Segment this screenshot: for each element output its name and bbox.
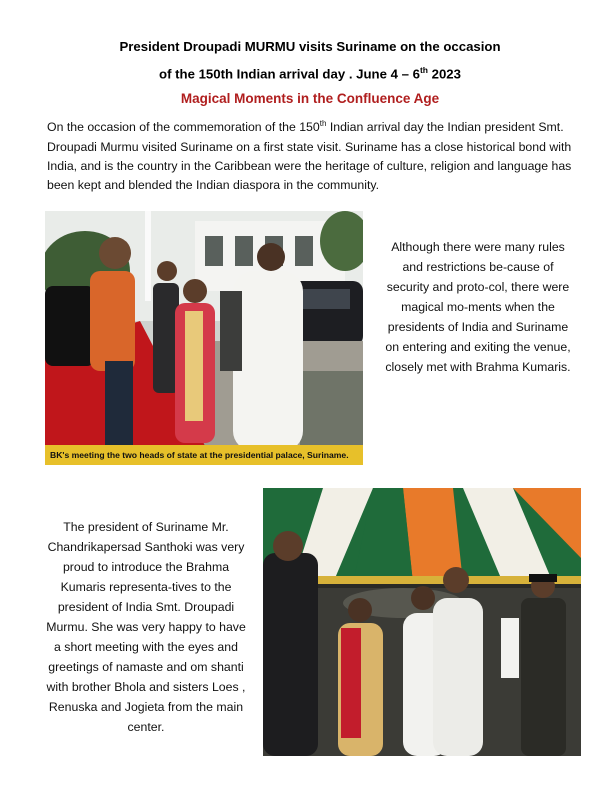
palace-photo-illustration: [45, 211, 363, 465]
side-paragraph-introduction: The president of Suriname Mr. Chandrikapersad Santhoki was very proud to introduce the Brahma Kumaris representa-tives to the president of India Smt. Droupadi Murmu. She was very happy to have a short meeting with the eyes and greetings of namaste and om shanti with brother Bhola and sisters Loes , Renuska and Jogieta from the main center.: [46, 520, 246, 734]
intro-text-rest: Indian arrival day the Indian president Smt. Droupadi Murmu visited Suriname on a first state visit. Suriname has a close historical bond with India, and is the country in the Caribbean were the heritage of culture, religion and language has been kept and blended the Indian diaspora in the community.: [47, 120, 572, 193]
side-paragraph-security: Although there were many rules and restrictions be-cause of security and proto-col, there were magical mo-ments when the presidents of India and Suriname on entering and exiting the venue, closely met with Brahma Kumaris.: [385, 240, 571, 374]
intro-paragraph: [47, 114, 572, 196]
photo-caption: BK's meeting the two heads of state at the presidential palace, Suriname.: [45, 445, 363, 465]
palace-meeting-photo: [45, 211, 363, 465]
page-title-line2: [60, 60, 560, 84]
subtitle: Magical Moments in the Confluence Age: [180, 91, 440, 106]
tent-greeting-photo: [263, 488, 581, 756]
page-title: President Droupadi MURMU visits Suriname on the occasion: [119, 39, 501, 54]
title-text: of the 150th Indian arrival day . June 4 – 6: [159, 66, 420, 82]
title-year: 2023: [427, 66, 461, 82]
tent-photo-illustration: [263, 488, 581, 756]
title-superscript: th: [419, 65, 428, 75]
intro-superscript: th: [319, 119, 327, 128]
intro-text: On the occasion of the commemoration of the 150: [47, 120, 320, 135]
